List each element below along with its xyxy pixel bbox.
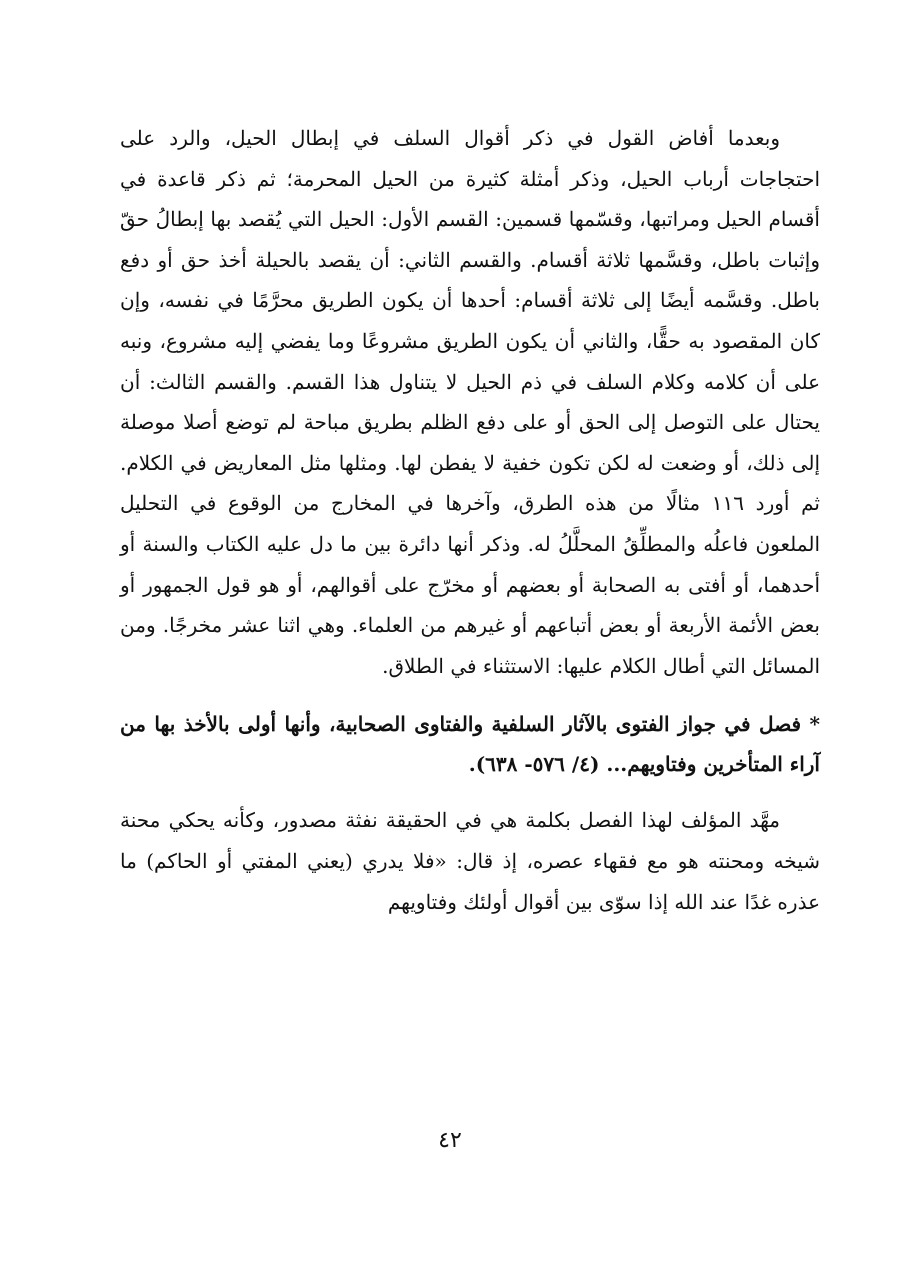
page-number: ٤٢ (438, 1128, 462, 1153)
page-content (120, 118, 820, 922)
paragraph-hiyal-summary: وبعدما أفاض القول في ذكر أقوال السلف في إبطال الحيل، والرد على احتجاجات أرباب الحيل، وذكر أمثلة كثيرة من الحيل المحرمة؛ ثم ذكر قاعدة في أقسام الحيل ومراتبها، وقسّمها قسمين: القسم الأول: الحيل التي يُقصد بها إبطالُ حقّ وإثبات باطل، وقسَّمها ثلاثة أقسام. والقسم الثاني: أن يقصد بالحيلة أخذ حق أو دفع باطل. وقسَّمه أيضًا إلى ثلاثة أقسام: أحدها أن يكون الطريق محرَّمًا في نفسه، وإن كان المقصود به حقًّا، والثاني أن يكون الطريق مشروعًا وما يفضي إليه مشروع، ونبه على أن كلامه وكلام السلف في ذم الحيل لا يتناول هذا القسم. والقسم الثالث: أن يحتال على التوصل إلى الحق أو على دفع الظلم بطريق مباحة لم توضع أصلا موصلة إلى ذلك، أو وضعت له لكن تكون خفية لا يفطن لها. ومثلها مثل المعاريض في الكلام. ثم أورد ١١٦ مثالًا من هذه الطرق، وآخرها في المخارج من الوقوع في التحليل الملعون فاعلُه والمطلِّقُ المحلَّلُ له. وذكر أنها دائرة بين ما دل عليه الكتاب والسنة أو أحدهما، أو أفتى به الصحابة أو بعضهم أو مخرّج على أقوالهم، أو هو قول الجمهور أو بعض الأئمة الأربعة أو بعض أتباعهم أو غيرهم من العلماء. وهي اثنا عشر مخرجًا. ومن المسائل التي أطال الكلام عليها: الاستثناء في الطلاق. (120, 126, 820, 678)
paragraph-author-introduction: مهَّد المؤلف لهذا الفصل بكلمة هي في الحقيقة نفثة مصدور، وكأنه يحكي محنة شيخه ومحنته هو مع فقهاء عصره، إذ قال: «فلا يدري (يعني المفتي أو الحاكم) ما عذره غدًا عند الله إذا سوّى بين أقوال أولئك وفتاويهم (120, 808, 820, 914)
section-heading-fatwa: * فصل في جواز الفتوى بالآثار السلفية والفتاوى الصحابية، وأنها أولى بالأخذ بها من آراء المتأخرين وفتاويهم... (٤/ ٥٧٦- ٦٣٨). (120, 712, 820, 777)
